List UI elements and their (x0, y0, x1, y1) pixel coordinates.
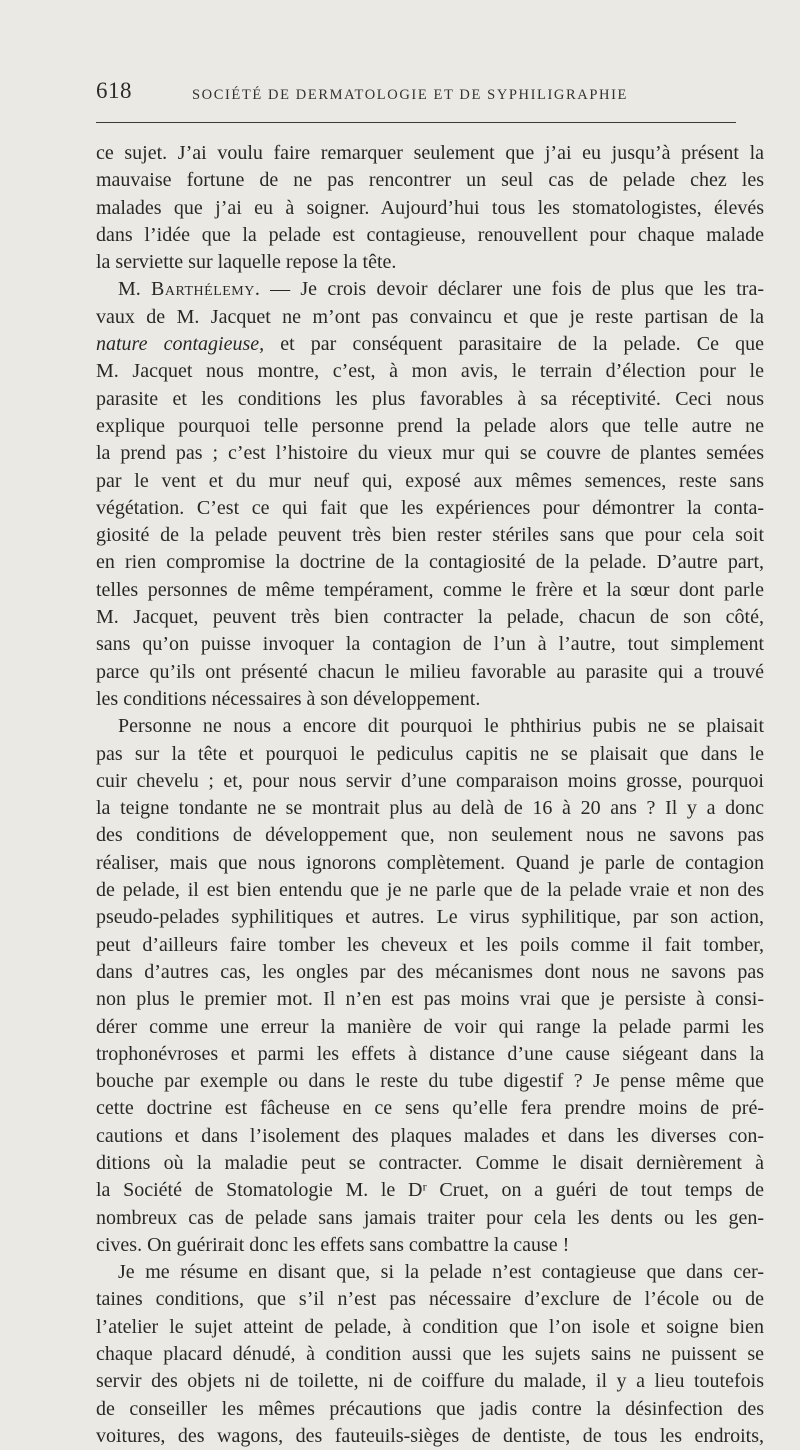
text-line (96, 276, 764, 303)
text-line: M. Jacquet, peuvent très bien contracter la pelade, chacun de son côté, (96, 606, 764, 629)
text-line: parasite et les conditions les plus favorables à sa réceptivité. Ceci nous (96, 387, 764, 410)
text-line: mauvaise fortune de ne pas rencontrer un seul cas de pelade chez les (96, 169, 764, 192)
text-line: Personne ne nous a encore dit pourquoi le phthirius pubis ne se plaisait (118, 715, 764, 738)
text-line: en rien compromise la doctrine de la contagiosité de la pelade. D’autre part, (96, 551, 764, 574)
text-line: cives. On guérirait donc les effets sans combattre la cause ! (96, 1233, 570, 1256)
text-line: pseudo-pelades syphilitiques et autres. Le virus syphilitique, par son action, (96, 906, 764, 929)
text-line: trophonévroses et parmi les effets à distance d’une cause siégeant dans la (96, 1042, 764, 1065)
text-line: telles personnes de même tempérament, comme le frère et la sœur dont parle (96, 578, 764, 601)
text-line: cautions et dans l’isolement des plaques malades et dans les diverses con- (96, 1124, 764, 1147)
text-line: dans d’autres cas, les ongles par des mécanismes dont nous ne savons pas (96, 960, 764, 983)
text-line: les conditions nécessaires à son développement. (96, 687, 481, 710)
text-line: giosité de la pelade peuvent très bien rester stériles sans que pour cela soit (96, 524, 764, 547)
italic-phrase: nature contagieuse, (96, 333, 265, 356)
text-line: de conseiller les mêmes précautions que jadis contre la désinfection des (96, 1397, 764, 1420)
text-segment: et par conséquent parasitaire de la pelade. Ce que (264, 333, 764, 356)
text-line: chaque placard dénudé, à condition aussi que les sujets sains ne puissent se (96, 1343, 764, 1366)
text-line: sans qu’on puisse invoquer la contagion de l’un à l’autre, tout simplement (96, 633, 764, 656)
text-line: réaliser, mais que nous ignorons complètement. Quand je parle de contagion (96, 851, 764, 874)
speaker-name: Barthélemy (151, 278, 255, 301)
text-line: la serviette sur laquelle repose la tête. (96, 251, 397, 274)
text-line: par le vent et du mur neuf qui, exposé aux mêmes semences, reste sans (96, 469, 764, 492)
header-rule (96, 122, 736, 123)
text-line: des conditions de développement que, non seulement nous ne savons pas (96, 824, 764, 847)
text-line: nombreux cas de pelade sans jamais traiter pour cela les dents ou les gen- (96, 1206, 764, 1229)
text-segment: . — Je crois devoir déclarer une fois de plus que les tra- (254, 278, 764, 301)
text-line: de pelade, il est bien entendu que je ne parle que de la pelade vraie et non des (96, 879, 764, 902)
text-line: cette doctrine est fâcheuse en ce sens qu’elle fera prendre moins de pré- (96, 1097, 764, 1120)
running-title: SOCIÉTÉ DE DERMATOLOGIE ET DE SYPHILIGRAPHIE (192, 87, 628, 103)
text-line: bouche par exemple ou dans le reste du tube digestif ? Je pense même que (96, 1070, 764, 1093)
text-line: voitures, des wagons, des fauteuils-sièges de dentiste, de tous les endroits, (96, 1424, 764, 1447)
text-line: l’atelier le sujet atteint de pelade, à condition que l’on isole et soigne bien (96, 1315, 764, 1338)
speaker-prefix: M. (118, 278, 152, 301)
text-line: taines conditions, que s’il n’est pas nécessaire d’exclure de l’école ou de (96, 1288, 764, 1311)
text-line: cuir chevelu ; et, pour nous servir d’une comparaison moins grosse, pourquoi (96, 769, 764, 792)
text-line: ditions où la maladie peut se contracter. Comme le disait dernièrement à (96, 1151, 764, 1174)
text-line: non plus le premier mot. Il n’en est pas moins vrai que je persiste à consi- (96, 988, 764, 1011)
text-line: malades que j’ai eu à soigner. Aujourd’hui tous les stomatologistes, élevés (96, 196, 764, 219)
text-line: vaux de M. Jacquet ne m’ont pas convaincu et que je reste partisan de la (96, 305, 764, 328)
text-line: peut d’ailleurs faire tomber les cheveux et les poils comme il fait tomber, (96, 933, 764, 956)
text-line: végétation. C’est ce qui fait que les expériences pour démontrer la conta- (96, 496, 764, 519)
body-text (96, 140, 764, 1450)
text-line: dans l’idée que la pelade est contagieuse, renouvellent pour chaque malade (96, 223, 764, 246)
text-line: la Société de Stomatologie M. le Dʳ Cruet, on a guéri de tout temps de (96, 1179, 764, 1202)
text-line: ce sujet. J’ai voulu faire remarquer seulement que j’ai eu jusqu’à présent la (96, 142, 764, 164)
text-line: la teigne tondante ne se montrait plus au delà de 16 à 20 ans ? Il y a donc (96, 797, 764, 820)
text-line: Je me résume en disant que, si la pelade n’est contagieuse que dans cer- (118, 1261, 764, 1284)
text-line (96, 331, 764, 358)
page-header (96, 78, 736, 114)
text-line: M. Jacquet nous montre, c’est, à mon avis, le terrain d’élection pour le (96, 360, 764, 383)
text-line: servir des objets ni de toilette, ni de coiffure du malade, il y a lieu toutefois (96, 1370, 764, 1393)
text-line: dérer comme une erreur la manière de voir qui range la pelade parmi les (96, 1015, 764, 1038)
page-number: 618 (96, 78, 132, 103)
text-line: la prend pas ; c’est l’histoire du vieux mur qui se couvre de plantes semées (96, 442, 764, 465)
text-line: pas sur la tête et pourquoi le pediculus capitis ne se plaisait que dans le (96, 742, 764, 765)
text-line: explique pourquoi telle personne prend la pelade alors que telle autre ne (96, 414, 764, 437)
text-line: parce qu’ils ont présenté chacun le milieu favorable au parasite qui a trouvé (96, 660, 764, 683)
